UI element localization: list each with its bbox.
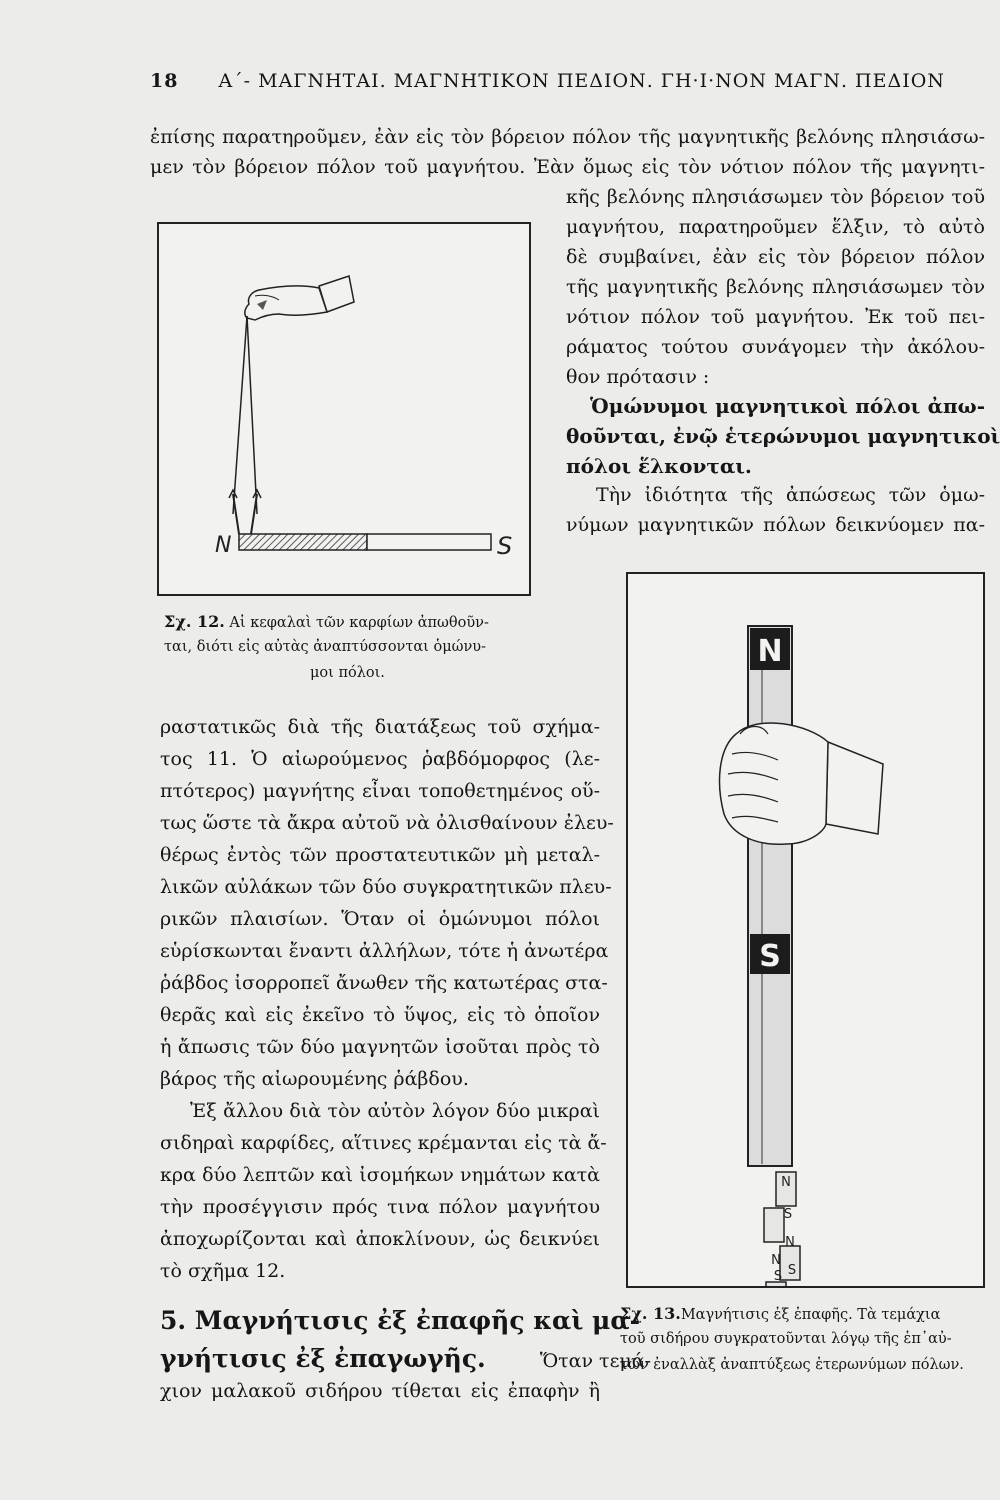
magnet-bar [748, 626, 792, 1166]
body-line: τὸ σχῆμα 12. [160, 1260, 286, 1282]
magnet-south-half [367, 534, 491, 550]
body-line: ράματος τούτου συνάγομεν τὴν ἀκόλου- [566, 336, 985, 358]
hand-shape [720, 723, 828, 844]
body-line: Τὴν ἰδιότητα τῆς ἀπώσεως τῶν ὁμω- [596, 484, 985, 506]
bar-label-n: N [757, 634, 783, 669]
figure-12-caption-line1 [164, 614, 489, 631]
body-line: βάρος τῆς αἰωρουμένης ῥάβδου. [160, 1068, 469, 1090]
body-line: χιον μαλακοῦ σιδήρου τίθεται εἰς ἐπαφὴν ἢ [160, 1380, 600, 1402]
section-heading: 5. Μαγνήτισις ἐξ ἐπαφῆς καὶ μα- [160, 1306, 640, 1335]
label-s: S [497, 532, 513, 560]
body-line: μαγνήτου, παρατηροῦμεν ἕλξιν, τὸ αὐτὸ [566, 216, 985, 238]
pin-left [233, 494, 239, 534]
body-line: ἡ ἄπωσις τῶν δύο μαγνητῶν ἰσοῦται πρὸς τὸ [160, 1036, 600, 1058]
body-line: νύμων μαγνητικῶν πόλων δεικνύομεν πα- [566, 514, 985, 536]
body-line: ἀποχωρίζονται καὶ ἀποκλίνουν, ὡς δεικνύει [160, 1228, 600, 1250]
body-line: ρικῶν πλαισίων. Ὅταν οἱ ὁμώνυμοι πόλοι [160, 908, 600, 930]
piece-label: S [783, 1207, 793, 1222]
piece-label: N [771, 1253, 781, 1268]
body-line: νότιον πόλον τοῦ μαγνήτου. Ἐκ τοῦ πει- [566, 306, 985, 328]
body-line: εὑρίσκωνται ἔναντι ἀλλήλων, τότε ἡ ἀνωτέρα [160, 940, 609, 962]
hand-shape [245, 286, 327, 320]
pin-right [251, 494, 257, 534]
piece-label: S [773, 1269, 783, 1284]
bar-label-s: S [759, 939, 781, 974]
figure-12-frame [157, 222, 531, 596]
figure-12-illustration [159, 224, 529, 594]
body-line: ῥάβδος ἰσορροπεῖ ἄνωθεν τῆς κατωτέρας στα- [160, 972, 608, 994]
figure-13-caption-line3: τῶν ἐναλλὰξ ἀναπτύξεως ἑτερωνύμων πόλων. [620, 1357, 964, 1373]
theorem-line: θοῦνται, ἐνῷ ἑτερώνυμοι μαγνητικοὶ [566, 424, 1000, 448]
body-line: θον πρότασιν : [566, 366, 710, 388]
caption-text: Μαγνήτισις ἐξ ἐπαφῆς. Τὰ τεμάχια [680, 1307, 941, 1323]
body-line: δὲ συμβαίνει, ἐὰν εἰς τὸν βόρειον πόλον [566, 246, 985, 268]
thread-right [247, 316, 257, 514]
label-n: N [215, 533, 232, 558]
theorem-line: πόλοι ἕλκονται. [566, 454, 752, 478]
piece-label: N [785, 1235, 795, 1250]
piece-label: N [781, 1175, 791, 1190]
body-line: τὴν προσέγγισιν πρός τινα πόλον μαγνήτου [160, 1196, 600, 1218]
figure-12-caption-line2: ται, διότι εἰς αὐτὰς ἀναπτύσσονται ὁμώνυ- [164, 639, 486, 655]
thread-left [233, 316, 247, 514]
caption-label: Σχ. 13. [620, 1304, 681, 1323]
section-tail: Ὅταν τεμά- [539, 1350, 652, 1372]
figure-12-caption-line3: μοι πόλοι. [310, 665, 385, 681]
theorem-line: Ὁμώνυμοι μαγνητικοὶ πόλοι ἀπω- [590, 394, 985, 418]
body-line: πτότερος) μαγνήτης εἶναι τοποθετημένος οὕ- [160, 780, 600, 802]
section-heading-part2: γνήτισις ἐξ ἐπαγωγῆς. [160, 1344, 486, 1373]
piece-label: S [787, 1263, 797, 1278]
body-line: θέρως ἐντὸς τῶν προστατευτικῶν μὴ μεταλ- [160, 844, 600, 866]
body-line: Ἐξ ἄλλου διὰ τὸν αὐτὸν λόγον δύο μικραὶ [190, 1100, 600, 1122]
running-header [150, 70, 945, 92]
figure-13-illustration [628, 574, 983, 1286]
sleeve-shape [826, 742, 883, 834]
body-line: τῆς μαγνητικῆς βελόνης πλησιάσωμεν τὸν [566, 276, 985, 298]
body-line: ραστατικῶς διὰ τῆς διατάξεως τοῦ σχήμα- [160, 716, 600, 738]
body-line: κῆς βελόνης πλησιάσωμεν τὸν βόρειον τοῦ [566, 186, 985, 208]
body-line: κρα δύο λεπτῶν καὶ ἰσομήκων νημάτων κατὰ [160, 1164, 600, 1186]
body-line: σιδηραὶ καρφίδες, αἵτινες κρέμανται εἰς τὰ ἄ- [160, 1132, 607, 1154]
running-title: Α΄- ΜΑΓΝΗΤΑΙ. ΜΑΓΝΗΤΙΚΟΝ ΠΕΔΙΟΝ. ΓΗ·Ι·ΝΟΝ ΜΑΓΝ. ΠΕΔΙΟΝ [218, 70, 945, 92]
magnet-north-half [239, 534, 367, 550]
section-heading-line2 [160, 1346, 651, 1371]
body-line: τος 11. Ὁ αἰωρούμενος ῥαβδόμορφος (λε- [160, 748, 600, 770]
caption-label: Σχ. 12. [164, 612, 225, 631]
body-line: τως ὥστε τὰ ἄκρα αὐτοῦ νὰ ὀλισθαίνουν ἐλευ- [160, 812, 614, 834]
figure-13-caption-line1 [620, 1306, 940, 1323]
caption-text: Αἱ κεφαλαὶ τῶν καρφίων ἀπωθοῦν- [229, 615, 489, 631]
figure-13-caption-line2: τοῦ σιδήρου συγκρατοῦνται λόγῳ τῆς ἐπ᾽αὐ- [620, 1331, 952, 1347]
body-line: θερᾶς καὶ εἰς ἐκεῖνο τὸ ὕψος, εἰς τὸ ὁποῖον [160, 1004, 600, 1026]
body-line: ἐπίσης παρατηροῦμεν, ἐὰν εἰς τὸν βόρειον πόλον τῆς μαγνητικῆς βελόνης πλησιάσω- [150, 126, 985, 148]
body-line: λικῶν αὐλάκων τῶν δύο συγκρατητικῶν πλευ- [160, 876, 612, 898]
figure-13-frame [626, 572, 985, 1288]
body-line: μεν τὸν βόρειον πόλον τοῦ μαγνήτου. Ἐὰν ὅμως εἰς τὸν νότιον πόλον τῆς μαγνητι- [150, 156, 985, 178]
page-number: 18 [150, 70, 179, 92]
iron-piece-2 [764, 1208, 784, 1242]
